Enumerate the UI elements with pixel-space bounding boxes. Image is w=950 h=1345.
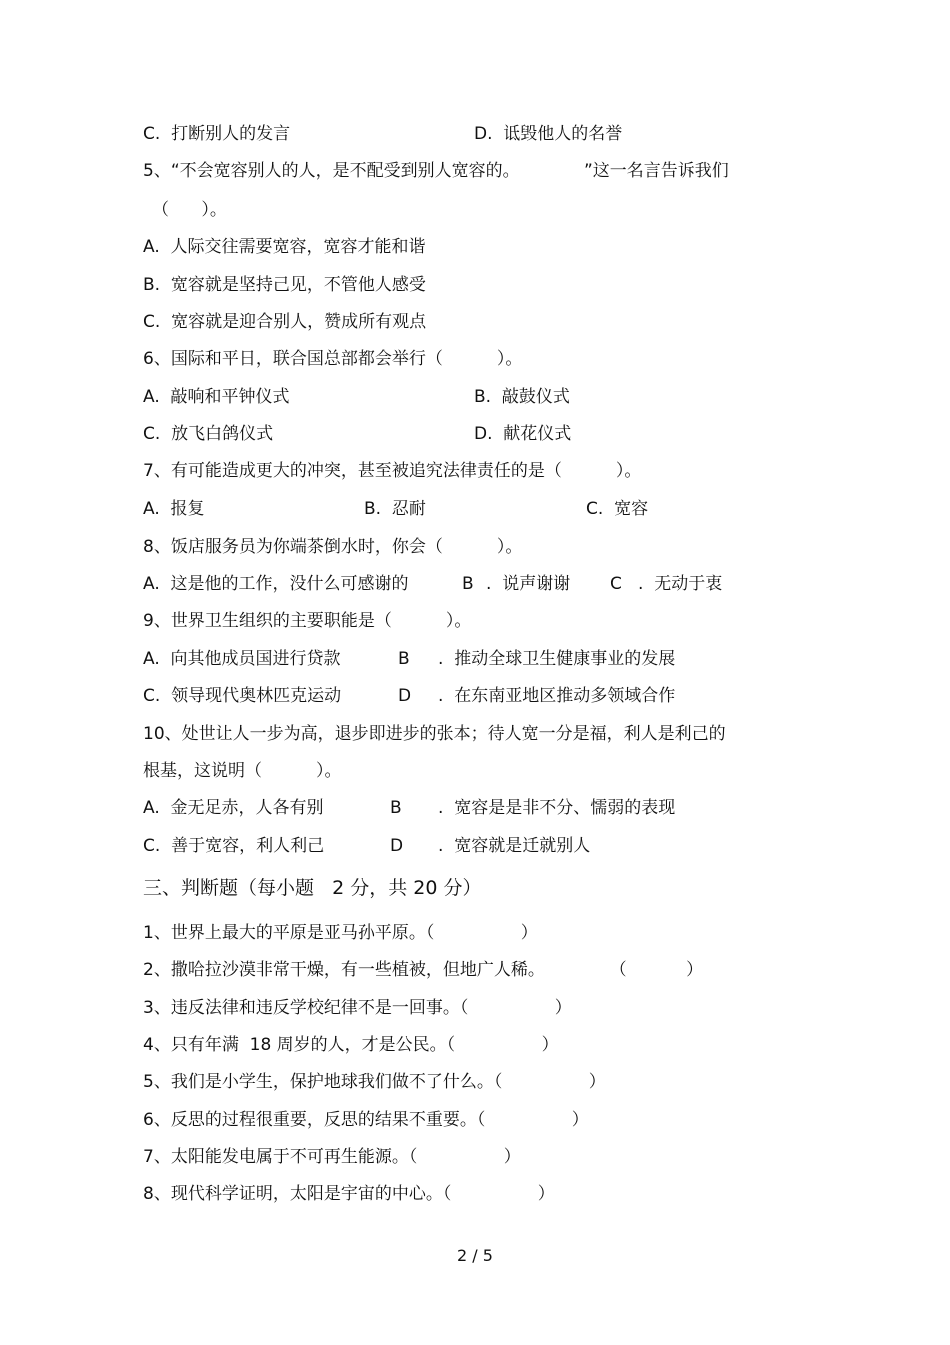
q8-option-c-letter: C [610,574,622,594]
q7-stem: 7、有可能造成更大的冲突，甚至被追究法律责任的是（ ）。 [143,461,642,481]
q9-option-d: . 在东南亚地区推动多领域合作 [438,686,676,706]
q6-option-a: A. 敲响和平钟仪式 [143,387,290,407]
q5-option-a: A. 人际交往需要宽容，宽容才能和谐 [143,237,426,257]
q10-option-a: A. 金无足赤，人各有别 [143,798,324,818]
judge-item-3: 3、违反法律和违反学校纪律不是一回事。（ ） [143,998,572,1018]
q10-option-d: . 宽容就是迁就别人 [438,836,591,856]
q9-stem: 9、世界卫生组织的主要职能是（ ）。 [143,611,472,631]
q5-blank: （ ）。 [152,200,227,220]
q10-option-b: . 宽容是是非不分、懦弱的表现 [438,798,676,818]
q8-option-b: . 说声谢谢 [486,574,571,594]
judge-item-2: 2、撒哈拉沙漠非常干燥，有一些植被，但地广人稀。 （ ） [143,960,704,980]
judge-item-8: 8、现代科学证明，太阳是宇宙的中心。（ ） [143,1184,555,1204]
q9-option-d-letter: D [398,686,412,706]
q6-option-b: B. 敲鼓仪式 [474,387,570,407]
page-number: 2 / 5 [457,1246,493,1265]
q5-option-c: C. 宽容就是迎合别人，赞成所有观点 [143,312,427,332]
q5-option-b: B. 宽容就是坚持己见，不管他人感受 [143,275,426,295]
q9-option-a: A. 向其他成员国进行贷款 [143,649,341,669]
q10-stem: 10、处世让人一步为高，退步即进步的张本；待人宽一分是福，利人是利己的 [143,724,726,744]
q6-stem: 6、国际和平日，联合国总部都会举行（ ）。 [143,349,523,369]
judge-item-4: 4、只有年满 18 周岁的人，才是公民。（ ） [143,1035,559,1055]
q6-option-d: D. 献花仪式 [474,424,572,444]
q7-option-a: A. 报复 [143,499,205,519]
q8-stem: 8、饭店服务员为你端茶倒水时，你会（ ）。 [143,537,523,557]
q8-option-c: . 无动于衷 [638,574,723,594]
q6-option-c: C. 放飞白鸽仪式 [143,424,274,444]
q8-option-a: A. 这是他的工作，没什么可感谢的 [143,574,409,594]
q5-stem-tail: ”这一名言告诉我们 [584,161,729,181]
q8-option-b-letter: B [462,574,474,594]
section3-title: 三、判断题（每小题 2 分，共 20 分） [143,877,482,899]
q7-option-b: B. 忍耐 [364,499,426,519]
q9-option-b-letter: B [398,649,410,669]
q10-option-b-letter: B [390,798,402,818]
judge-item-6: 6、反思的过程很重要，反思的结果不重要。（ ） [143,1110,589,1130]
q9-option-c: C. 领导现代奥林匹克运动 [143,686,342,706]
q4-option-c: C. 打断别人的发言 [143,124,291,144]
judge-item-1: 1、世界上最大的平原是亚马孙平原。（ ） [143,923,538,943]
judge-item-5: 5、我们是小学生，保护地球我们做不了什么。（ ） [143,1072,606,1092]
judge-item-7: 7、太阳能发电属于不可再生能源。（ ） [143,1147,521,1167]
q10-option-c: C. 善于宽容，利人利己 [143,836,325,856]
q10-option-d-letter: D [390,836,404,856]
q9-option-b: . 推动全球卫生健康事业的发展 [438,649,676,669]
q7-option-c: C. 宽容 [586,499,649,519]
q10-stem-cont: 根基，这说明（ ）。 [143,761,342,781]
q4-option-d: D. 诋毁他人的名誉 [474,124,623,144]
q5-stem: 5、“不会宽容别人的人，是不配受到别人宽容的。 [143,161,520,181]
